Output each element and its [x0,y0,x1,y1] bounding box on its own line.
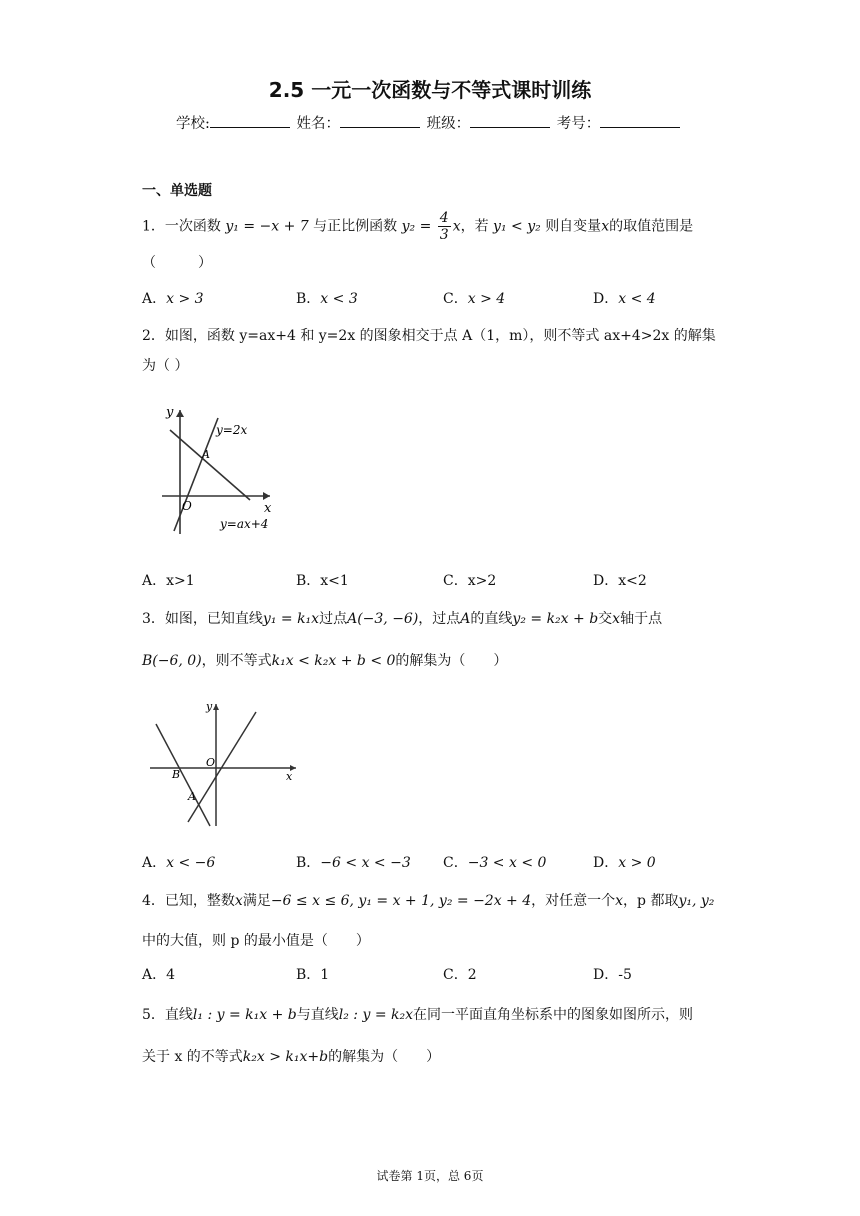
q3-y-arrow [213,704,219,710]
q3-x-label: x [286,770,293,783]
fraction-denominator: 3 [439,227,449,243]
q1-text: ，若 [460,218,489,235]
page-title: 2.5 一元一次函数与不等式课时训练 [268,78,592,102]
q3-origin-label: O [206,756,216,769]
q1-expr2-right: x [452,218,461,235]
q2-y-label: y [166,405,174,420]
section-heading: 一、单选题 [142,183,212,199]
q1-text: 则自变量 [545,218,602,235]
q1-expr1: y₁ = −x + 7 [225,218,309,235]
q2-point-a-label: A [202,448,210,461]
school-label: 学校: [176,116,210,132]
school-blank [210,113,290,128]
q3-option-d: D．x > 0 [593,855,656,871]
q3-y-label: y [206,700,213,713]
name-blank [340,113,420,128]
q1-text: 1．一次函数 [142,218,221,235]
q3-line1: 3．如图，已知直线y₁ = k₁x过点A(−3, −6)，过点A的直线y₂ = k₂x + b交x轴于点 [142,611,663,627]
q1-line1 [142,210,693,243]
q2-x-label: x [264,501,272,516]
number-label: 考号： [556,116,601,132]
q2-x-arrow [263,492,270,500]
q2-figure [152,400,282,540]
number-blank [600,113,680,128]
q4-option-c: C．2 [443,967,477,983]
q2-line2-label: y=ax+4 [220,517,269,531]
page-footer: 试卷第 1页，总 6页 [376,1169,484,1183]
student-info-row [176,112,682,133]
q2-y-arrow [176,410,184,417]
q1-text: 的取值范围是 [609,218,694,235]
q3-point-a-label: A [188,790,196,803]
q4-option-b: B．1 [296,967,330,983]
q2-line1: 2．如图，函数 y=ax+4 和 y=2x 的图象相交于点 A（1，m），则不等式 ax+4>2x 的解集 [142,328,716,344]
q1-expr2-left: y₂ = [401,218,432,235]
q1-fraction [438,210,451,243]
q2-line1-label: y=2x [216,423,248,437]
q3-line2: B(−6, 0)，则不等式k₁x < k₂x + b < 0的解集为（ ） [142,653,508,669]
q3-option-c: C．−3 < x < 0 [443,855,547,871]
q2-option-b: B．x<1 [296,573,349,589]
q1-variable: x [601,218,610,235]
q1-option-d: D．x < 4 [593,291,656,307]
q3-figure [146,696,306,830]
q1-condition: y₁ < y₂ [493,218,541,235]
q2-option-c: C．x>2 [443,573,497,589]
q2-option-a: A．x>1 [142,573,195,589]
q1-line2: （ ） [142,255,212,271]
q3-line-y1 [188,712,256,822]
q3-option-a: A．x < −6 [142,855,216,871]
q1-option-c: C．x > 4 [443,291,506,307]
q2-origin-label: O [182,499,192,513]
q2-option-d: D．x<2 [593,573,647,589]
class-label: 班级： [426,116,471,132]
q1-option-a: A．x > 3 [142,291,204,307]
q4-option-a: A．4 [142,967,176,983]
q1-text: 与正比例函数 [313,218,398,235]
q4-option-d: D．-5 [593,967,632,983]
name-label: 姓名： [296,116,340,132]
q4-line2: 中的大值，则 p 的最小值是（ ） [142,933,370,949]
q3-option-b: B．−6 < x < −3 [296,855,411,871]
q5-line1: 5．直线l₁ : y = k₁x + b与直线l₂ : y = k₂x在同一平面直角坐标系中的图象如图所示，则 [142,1007,694,1023]
q2-line2: 为（ ） [142,358,189,374]
q3-line-y2 [156,724,210,826]
q4-line1: 4．已知，整数x满足−6 ≤ x ≤ 6, y₁ = x + 1, y₂ = −2x + 4，对任意一个x，p 都取y₁, y₂ [142,893,715,909]
fraction-numerator: 4 [439,210,449,226]
q3-point-b-label: B [172,768,181,781]
q5-line2: 关于 x 的不等式k₂x > k₁x+b的解集为（ ） [142,1049,441,1065]
q1-option-b: B．x < 3 [296,291,358,307]
class-blank [470,113,550,128]
